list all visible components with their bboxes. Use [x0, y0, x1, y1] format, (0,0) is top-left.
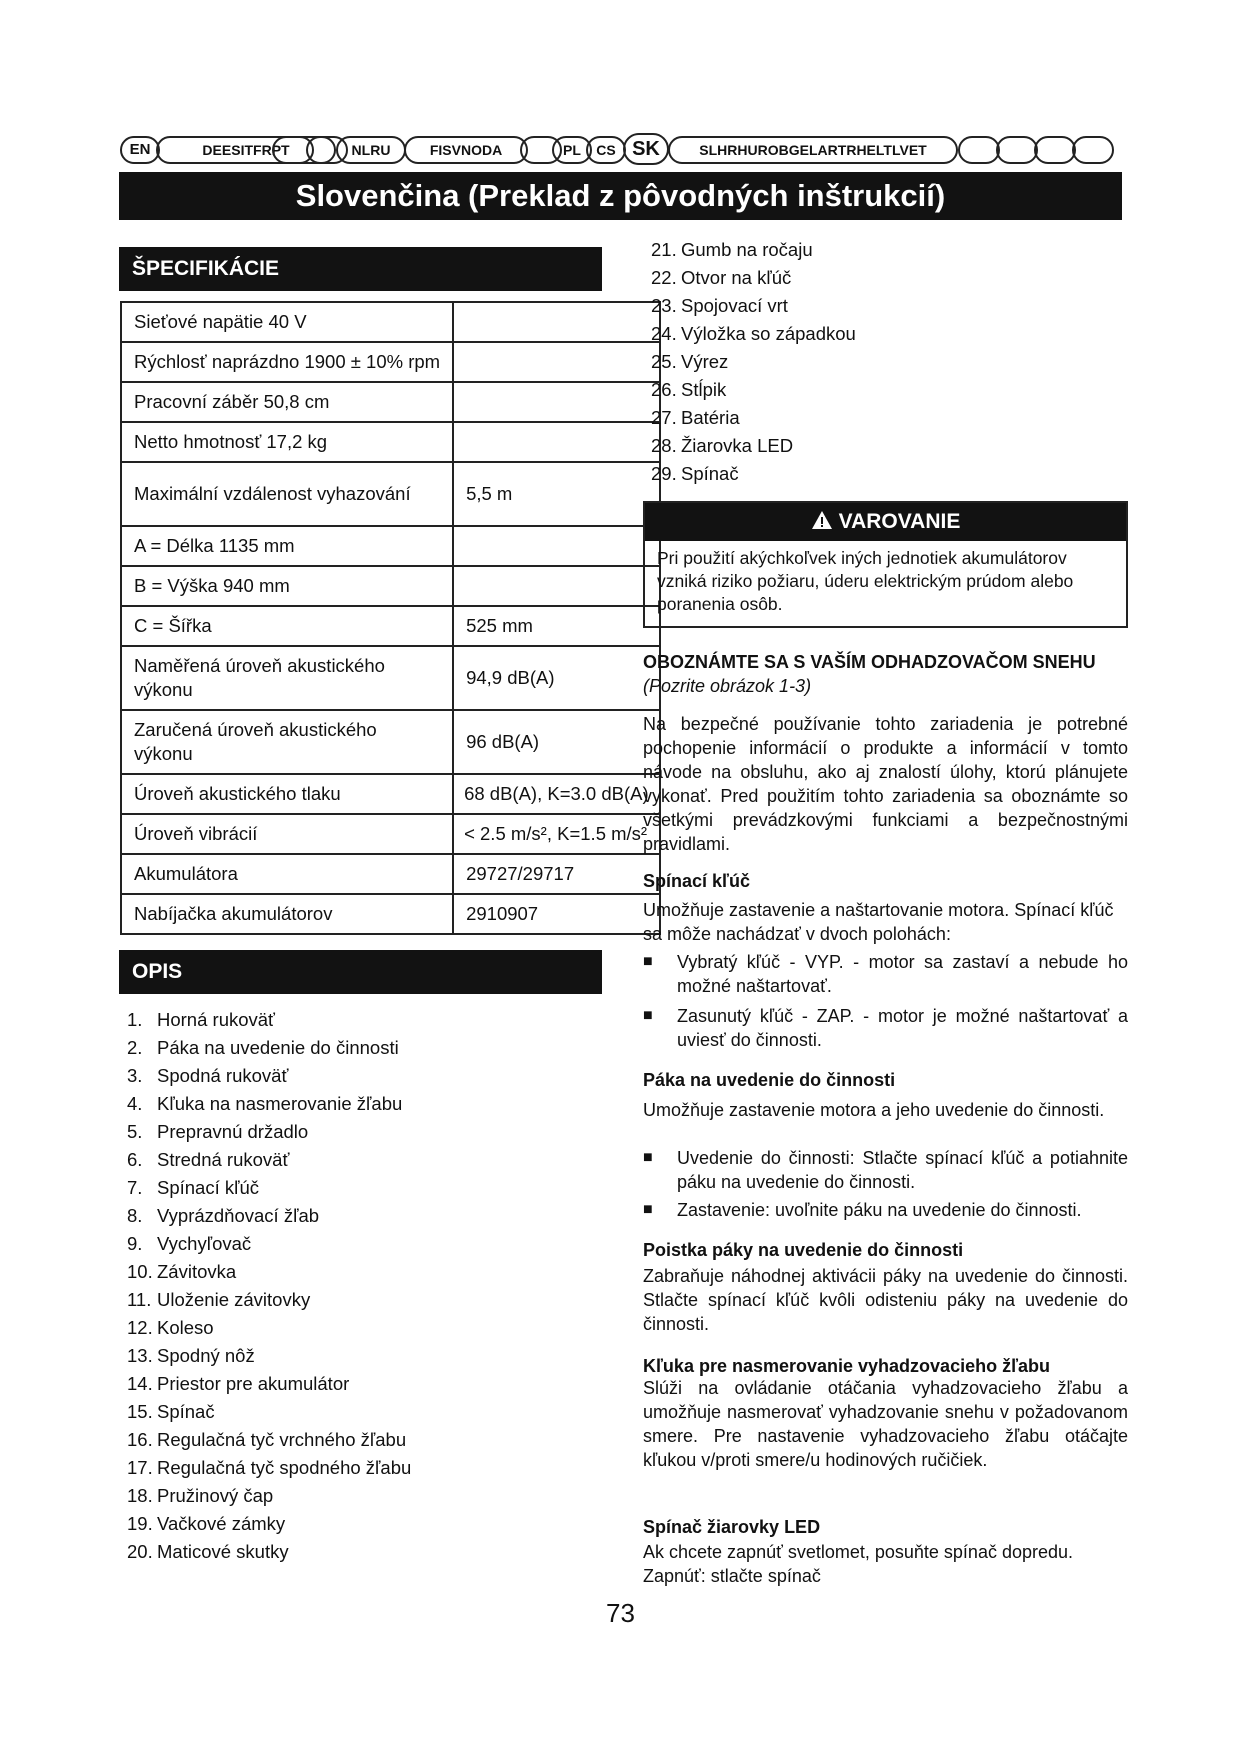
list-item: ■ Uvedenie do činnosti: Stlačte spínací kľúč a potiahnite páku na uvedenie do činnosti.: [643, 1148, 1128, 1192]
spec-key: Rýchlosť naprázdno 1900 ± 10% rpm: [121, 342, 453, 382]
list-item: ■ Vybratý kľúč - VYP. - motor sa zastaví a nebude ho možné naštartovať.: [643, 952, 1128, 996]
table-row: [121, 774, 660, 814]
spec-key: C = Šířka: [121, 606, 453, 646]
list-item: 7. Spínací kľúč: [127, 1177, 260, 1198]
list-item: 27. Batéria: [651, 407, 740, 428]
parts-list-continued: [651, 236, 856, 488]
lang-pill-pl[interactable]: PL: [552, 136, 592, 164]
warning-header: [645, 503, 1126, 541]
list-item: ■ Zastavenie: uvoľnite páku na uvedenie do činnosti.: [643, 1200, 1082, 1220]
parts-list: [127, 1006, 411, 1566]
led-text: Ak chcete zapnúť svetlomet, posuňte spínač dopredu. Zapnúť: stlačte spínač: [643, 1542, 1074, 1586]
spec-value: 2910907: [453, 894, 660, 934]
list-item: 18. Pružinový čap: [127, 1485, 274, 1506]
list-item: 4. Kľuka na nasmerovanie žľabu: [127, 1093, 403, 1114]
warning-text: Pri použití akýchkoľvek iných jednotiek akumulátorov vzniká riziko požiaru, úderu elektrickým prúdom alebo poranenia osôb.: [657, 548, 1074, 614]
lang-group-2[interactable]: NLRU: [336, 136, 406, 164]
list-item: 19. Vačkové zámky: [127, 1513, 286, 1534]
crank-text: Slúži na ovládanie otáčania vyhadzovacieho žľabu a umožňuje nasmerovať vyhadzovanie snehu v požadovanom smere. Pre nastavenie vyhadzovacieho žľabu otáčajte kľukou v/proti smere/u hodinových ručičiek.: [643, 1378, 1128, 1470]
spec-key: B = Výška 940 mm: [121, 566, 453, 606]
spec-value: 94,9 dB(A): [453, 646, 660, 710]
table-row: [121, 894, 660, 934]
lang-pill-blank[interactable]: [1034, 136, 1076, 164]
crank-heading: Kľuka pre nasmerovanie vyhadzovacieho žľabu: [643, 1356, 1051, 1376]
table-row: [121, 710, 660, 774]
warning-box: [643, 501, 1128, 628]
spec-value: 5,5 m: [453, 462, 660, 526]
table-row: [121, 462, 660, 526]
spec-key: Sieťové napätie 40 V: [121, 302, 453, 342]
lang-group-4[interactable]: SLHRHUROBGELARTRHELTLVET: [668, 136, 958, 164]
spec-value: 525 mm: [453, 606, 660, 646]
lang-pill-blank[interactable]: [958, 136, 1000, 164]
key-text: Umožňuje zastavenie a naštartovanie motora. Spínací kľúč sa môže nachádzať v dvoch polohách:: [643, 900, 1114, 944]
intro-text: Na bezpečné používanie tohto zariadenia je potrebné pochopenie informácií o produkte a informácií v tomto návode na obsluhu, ako aj znalostí úlohy, ktorú plánujete vykonať. Pred použitím tohto zariadenia sa oboznámte so všetkými prevádzkovými funkciami a bezpečnostnými pravidlami.: [643, 714, 1128, 854]
list-item: 23. Spojovací vrt: [651, 295, 788, 316]
warning-title: VAROVANIE: [838, 510, 961, 533]
table-row: [121, 854, 660, 894]
list-item: 21. Gumb na ročaju: [651, 239, 813, 260]
list-item: 1. Horná rukoväť: [127, 1009, 275, 1030]
lock-text: Zabraňuje náhodnej aktivácii páky na uvedenie do činnosti. Stlačte spínací kľúč kvôli odisteniu páky na uvedenie do činnosti.: [643, 1266, 1128, 1334]
list-item: 17. Regulačná tyč spodného žľabu: [127, 1457, 412, 1478]
table-row: [121, 382, 660, 422]
spec-key: Úroveň akustického tlaku: [121, 774, 453, 814]
intro-heading: OBOZNÁMTE SA S VAŠÍM ODHADZOVAČOM SNEHU: [643, 652, 1096, 672]
list-item: 16. Regulačná tyč vrchného žľabu: [127, 1429, 407, 1450]
table-row: [121, 566, 660, 606]
intro-section: [643, 650, 1128, 698]
list-item: 20. Maticové skutky: [127, 1541, 289, 1562]
spec-value: 29727/29717: [453, 854, 660, 894]
spec-key: Zaručená úroveň akustického výkonu: [121, 710, 453, 774]
language-bar: [120, 136, 1120, 164]
table-row: [121, 606, 660, 646]
list-item: 9. Vychyľovač: [127, 1233, 252, 1254]
warning-icon: [811, 510, 833, 530]
lever-heading: Páka na uvedenie do činnosti: [643, 1070, 896, 1090]
key-heading: Spínací kľúč: [643, 871, 750, 891]
spec-value: [453, 342, 660, 382]
list-item: 6. Stredná rukoväť: [127, 1149, 290, 1170]
opis-heading: OPIS: [119, 950, 602, 994]
lang-pill-en[interactable]: EN: [120, 136, 160, 164]
page-number: 73: [606, 1598, 635, 1628]
table-row: [121, 526, 660, 566]
lever-text: Umožňuje zastavenie motora a jeho uvedenie do činnosti.: [643, 1100, 1105, 1120]
lang-group-1[interactable]: DEESITFRPT: [156, 136, 336, 164]
lang-pill-blank[interactable]: [1072, 136, 1114, 164]
spec-value: [453, 382, 660, 422]
list-item: 14. Priestor pre akumulátor: [127, 1373, 350, 1394]
list-item: ■ Zasunutý kľúč - ZAP. - motor je možné naštartovať a uviesť do činnosti.: [643, 1006, 1128, 1050]
spec-value: [453, 302, 660, 342]
list-item: 3. Spodná rukoväť: [127, 1065, 289, 1086]
spec-key: Akumulátora: [121, 854, 453, 894]
list-item: 2. Páka na uvedenie do činnosti: [127, 1037, 399, 1058]
lang-pill-cs[interactable]: CS: [586, 136, 626, 164]
list-item: 22. Otvor na kľúč: [651, 267, 792, 288]
intro-ref: (Pozrite obrázok 1-3): [643, 676, 812, 696]
table-row: [121, 814, 660, 854]
list-item: 13. Spodný nôž: [127, 1345, 255, 1366]
list-item: 12. Koleso: [127, 1317, 214, 1338]
spec-value: 68 dB(A), K=3.0 dB(A): [453, 774, 660, 814]
spec-key: Úroveň vibrácií: [121, 814, 453, 854]
list-item: 25. Výrez: [651, 351, 729, 372]
list-item: 8. Vyprázdňovací žľab: [127, 1205, 320, 1226]
list-item: 5. Prepravnú držadlo: [127, 1121, 309, 1142]
list-item: 28. Žiarovka LED: [651, 435, 794, 456]
spec-key: Netto hmotnosť 17,2 kg: [121, 422, 453, 462]
spec-heading: ŠPECIFIKÁCIE: [119, 247, 602, 291]
list-item: 15. Spínač: [127, 1401, 215, 1422]
key-bullets: [643, 950, 1128, 1052]
lever-bullets: [643, 1146, 1128, 1222]
table-row: [121, 342, 660, 382]
spec-value: < 2.5 m/s², K=1.5 m/s²: [453, 814, 660, 854]
page-title: Slovenčina (Preklad z pôvodných inštrukcií): [119, 172, 1122, 220]
spec-key: Nabíjačka akumulátorov: [121, 894, 453, 934]
list-item: 24. Výložka so západkou: [651, 323, 856, 344]
spec-key: Pracovní záběr 50,8 cm: [121, 382, 453, 422]
spec-value: 96 dB(A): [453, 710, 660, 774]
spec-key: A = Délka 1135 mm: [121, 526, 453, 566]
led-heading: Spínač žiarovky LED: [643, 1517, 821, 1537]
spec-value: [453, 566, 660, 606]
lang-group-3[interactable]: FISVNODA: [404, 136, 528, 164]
lock-heading: Poistka páky na uvedenie do činnosti: [643, 1240, 964, 1260]
lang-pill-blank[interactable]: [996, 136, 1038, 164]
spec-key: Maximální vzdálenost vyhazování: [121, 462, 453, 526]
spec-value: [453, 526, 660, 566]
list-item: 10. Závitovka: [127, 1261, 237, 1282]
list-item: 29. Spínač: [651, 463, 739, 484]
table-row: [121, 646, 660, 710]
list-item: 11. Uloženie závitovky: [127, 1289, 311, 1310]
table-row: [121, 302, 660, 342]
spec-table: [120, 301, 661, 935]
lang-pill-sk[interactable]: SK: [623, 133, 669, 165]
list-item: 26. Stĺpik: [651, 379, 727, 400]
spec-key: Naměřená úroveň akustického výkonu: [121, 646, 453, 710]
spec-value: [453, 422, 660, 462]
table-row: [121, 422, 660, 462]
